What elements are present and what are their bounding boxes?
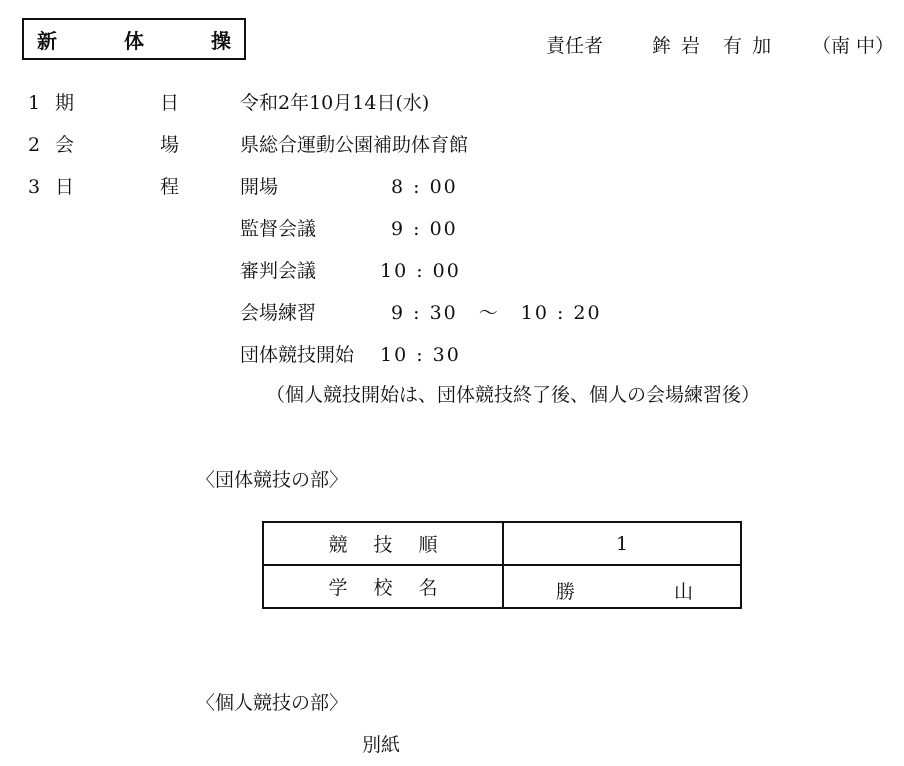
schedule-note: （個人競技開始は、団体競技終了後、個人の会場練習後）: [266, 384, 761, 406]
schedule-event: 団体競技開始: [240, 344, 355, 366]
table-label: 学校名: [328, 577, 464, 599]
responsible-school: （南 中）: [812, 35, 895, 57]
schedule-event: 会場練習: [240, 302, 317, 324]
schedule-event: 開場: [240, 176, 279, 198]
individual-section-note: 別紙: [362, 734, 401, 756]
item-number: 1: [28, 92, 41, 114]
table-row: [263, 522, 741, 565]
item-value: 令和2年10月14日(水): [240, 92, 430, 114]
school-name-left: 勝: [556, 581, 576, 603]
title-box: [22, 18, 261, 60]
schedule-time: 10 : 30: [380, 344, 461, 366]
individual-section-heading: 〈個人競技の部〉: [196, 692, 349, 714]
schedule-time: 9 : 00: [391, 218, 458, 240]
responsible-label: 責任者: [546, 35, 604, 57]
table-label: 競技順: [328, 534, 464, 556]
item-value: 県総合運動公園補助体育館: [240, 134, 469, 156]
item-label: 日 程: [55, 176, 196, 198]
item-number: 3: [28, 176, 41, 198]
page-title: 新 体 操: [37, 28, 261, 53]
item-label: 会 場: [55, 134, 196, 156]
table-row: [263, 565, 741, 608]
schedule-time: 8 : 00: [391, 176, 458, 198]
table-value-cell: [503, 565, 741, 608]
table-label-cell: [263, 522, 503, 565]
schedule-time: 9 : 30 ～ 10 : 20: [391, 302, 602, 324]
school-name-right: 山: [674, 581, 694, 603]
team-order-table: [262, 521, 742, 609]
table-value: 1: [615, 532, 629, 555]
table-value-cell: [503, 522, 741, 565]
item-number: 2: [28, 134, 41, 156]
responsible-name: 鉾 岩 有 加: [652, 35, 774, 57]
schedule-event: 審判会議: [240, 260, 317, 282]
team-section-heading: 〈団体競技の部〉: [196, 469, 349, 491]
schedule-time: 10 : 00: [380, 260, 461, 282]
schedule-event: 監督会議: [240, 218, 317, 240]
item-label: 期 日: [55, 92, 196, 114]
table-label-cell: [263, 565, 503, 608]
